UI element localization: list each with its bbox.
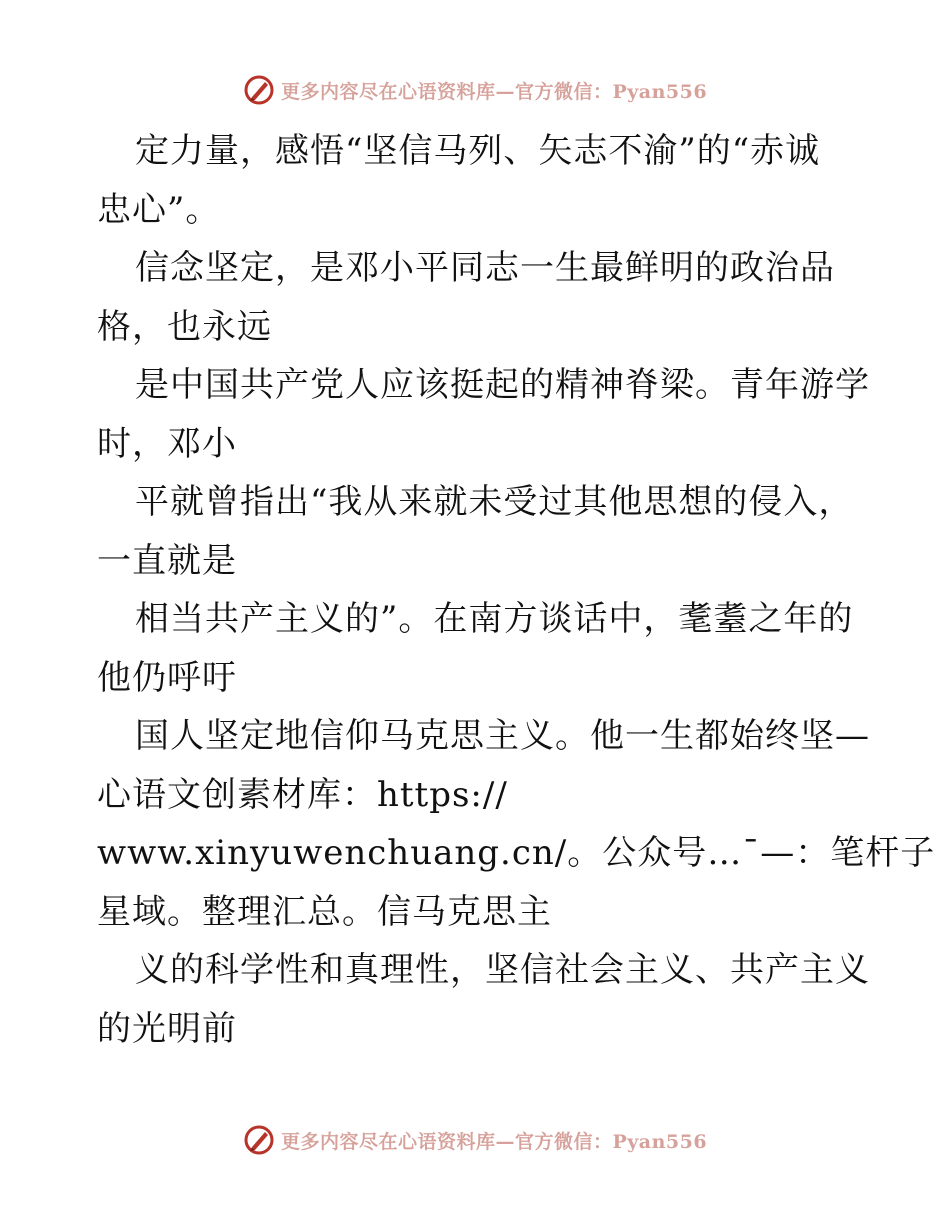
- pen-logo-icon: [243, 1124, 275, 1156]
- body-line: 他仍呼吁: [97, 657, 237, 698]
- body-line: 星域。整理汇总。信马克思主: [97, 891, 552, 932]
- body-line: 国人坚定地信仰马克思主义。他一生都始终坚—: [135, 716, 870, 756]
- document-body: [97, 122, 936, 1058]
- body-line: 相当共产主义的”。在南方谈话中，耄耋之年的: [135, 599, 854, 639]
- footer-banner-text: 更多内容尽在心语资料库—官方微信：Pyan556: [280, 1130, 708, 1153]
- body-line: www.xinyuwenchuang.cn/。公众号…¯—：笔杆子: [97, 833, 936, 873]
- body-line: 定力量，感悟“坚信马列、矢志不渝”的“赤诚: [135, 131, 821, 171]
- body-line: 格，也永远: [97, 306, 272, 347]
- pen-logo-icon: [243, 74, 275, 106]
- body-line: 信念坚定，是邓小平同志一生最鲜明的政治品: [135, 248, 835, 288]
- body-line: 义的科学性和真理性，坚信社会主义、共产主义: [135, 950, 870, 990]
- header-banner: [0, 70, 950, 110]
- body-line: 忠心”。: [97, 189, 221, 230]
- body-line: 平就曾指出“我从来就未受过其他思想的侵入，: [135, 482, 854, 522]
- body-line: 心语文创素材库：https://: [97, 774, 508, 815]
- body-line: 的光明前: [97, 1008, 237, 1049]
- body-line: 一直就是: [97, 540, 237, 581]
- body-line: 时，邓小: [97, 423, 237, 464]
- footer-banner: [0, 1120, 950, 1160]
- body-line: 是中国共产党人应该挺起的精神脊梁。青年游学: [135, 365, 870, 405]
- header-banner-text: 更多内容尽在心语资料库—官方微信：Pyan556: [280, 80, 708, 103]
